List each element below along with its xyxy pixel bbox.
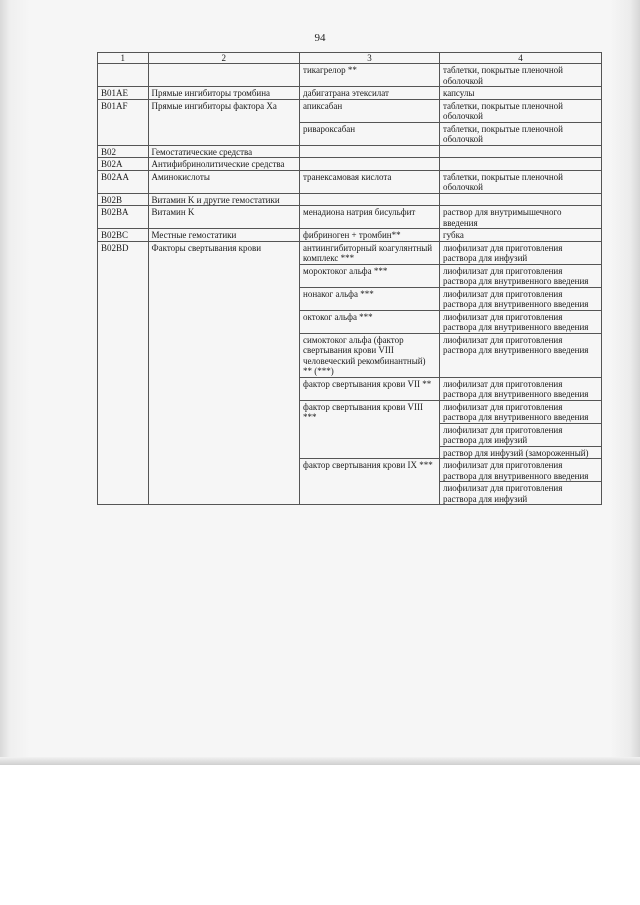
atc-group: Прямые ингибиторы тромбина	[148, 87, 300, 100]
atc-group: Местные гемостатики	[148, 229, 300, 242]
dosage-form: таблетки, покрытые пленочной оболочкой	[439, 170, 601, 193]
atc-group: Прямые ингибиторы фактора Xa	[148, 99, 300, 145]
atc-code: B02B	[98, 193, 149, 206]
dosage-form: раствор для инфузий (замороженный)	[439, 446, 601, 459]
column-header: 2	[148, 53, 300, 64]
drug-name: симоктоког альфа (фактор свертывания крови VIII человеческий рекомбинантный) ** (***)	[300, 333, 440, 377]
atc-code: B02	[98, 145, 149, 158]
drug-name: фактор свертывания крови VII **	[300, 377, 440, 400]
drug-name: фибриноген + тромбин**	[300, 229, 440, 242]
dosage-form: лиофилизат для приготовления раствора для внутривенного введения	[439, 264, 601, 287]
drug-name: ривароксабан	[300, 122, 440, 145]
dosage-form: лиофилизат для приготовления раствора для инфузий	[439, 241, 601, 264]
table-row	[98, 241, 602, 264]
dosage-form: лиофилизат для приготовления раствора для внутривенного введения	[439, 400, 601, 423]
column-header: 3	[300, 53, 440, 64]
dosage-form	[439, 145, 601, 158]
dosage-form: таблетки, покрытые пленочной оболочкой	[439, 122, 601, 145]
atc-code: B01AF	[98, 99, 149, 145]
dosage-form: лиофилизат для приготовления раствора для внутривенного введения	[439, 459, 601, 482]
atc-code	[98, 64, 149, 87]
atc-group: Антифибринолитические средства	[148, 158, 300, 171]
dosage-form: капсулы	[439, 87, 601, 100]
dosage-form	[439, 193, 601, 206]
dosage-form: лиофилизат для приготовления раствора для внутривенного введения	[439, 287, 601, 310]
dosage-form: лиофилизат для приготовления раствора для внутривенного введения	[439, 310, 601, 333]
table-row	[98, 206, 602, 229]
dosage-form: лиофилизат для приготовления раствора для инфузий	[439, 482, 601, 505]
table-row	[98, 99, 602, 122]
atc-code: B02BC	[98, 229, 149, 242]
drug-name	[300, 158, 440, 171]
drug-name: менадиона натрия бисульфит	[300, 206, 440, 229]
table-row	[98, 170, 602, 193]
drug-name	[300, 145, 440, 158]
table-row	[98, 87, 602, 100]
dosage-form: таблетки, покрытые пленочной оболочкой	[439, 99, 601, 122]
drug-name: мороктоког альфа ***	[300, 264, 440, 287]
drug-name: нонаког альфа ***	[300, 287, 440, 310]
table-row	[98, 145, 602, 158]
atc-code: B02BD	[98, 241, 149, 505]
dosage-form: губка	[439, 229, 601, 242]
drug-name: октоког альфа ***	[300, 310, 440, 333]
drug-name: дабигатрана этексилат	[300, 87, 440, 100]
drug-name: апиксабан	[300, 99, 440, 122]
atc-group: Факторы свертывания крови	[148, 241, 300, 505]
scan-edge	[0, 757, 640, 765]
dosage-form: лиофилизат для приготовления раствора для инфузий	[439, 423, 601, 446]
dosage-form: таблетки, покрытые пленочной оболочкой	[439, 64, 601, 87]
table-row	[98, 158, 602, 171]
atc-group: Витамин K	[148, 206, 300, 229]
atc-code: B02BA	[98, 206, 149, 229]
table-header-row	[98, 53, 602, 64]
column-header: 1	[98, 53, 149, 64]
dosage-form: лиофилизат для приготовления раствора для внутривенного введения	[439, 333, 601, 377]
drug-name: фактор свертывания крови VIII ***	[300, 400, 440, 459]
atc-group: Гемостатические средства	[148, 145, 300, 158]
atc-code: B01AE	[98, 87, 149, 100]
atc-group	[148, 64, 300, 87]
dosage-form: лиофилизат для приготовления раствора для внутривенного введения	[439, 377, 601, 400]
page-number: 94	[314, 32, 326, 44]
atc-group: Витамин K и другие гемостатики	[148, 193, 300, 206]
atc-code: B02AA	[98, 170, 149, 193]
drug-name: тикагрелор **	[300, 64, 440, 87]
dosage-form: раствор для внутримышечного введения	[439, 206, 601, 229]
table-row	[98, 193, 602, 206]
atc-group: Аминокислоты	[148, 170, 300, 193]
drug-name: фактор свертывания крови IX ***	[300, 459, 440, 505]
atc-code: B02A	[98, 158, 149, 171]
drug-name	[300, 193, 440, 206]
dosage-form	[439, 158, 601, 171]
table-row	[98, 229, 602, 242]
drug-name: транексамовая кислота	[300, 170, 440, 193]
drug-table	[97, 52, 602, 505]
column-header: 4	[439, 53, 601, 64]
drug-name: антиингибиторный коагулянтный комплекс ***	[300, 241, 440, 264]
table-row	[98, 64, 602, 87]
